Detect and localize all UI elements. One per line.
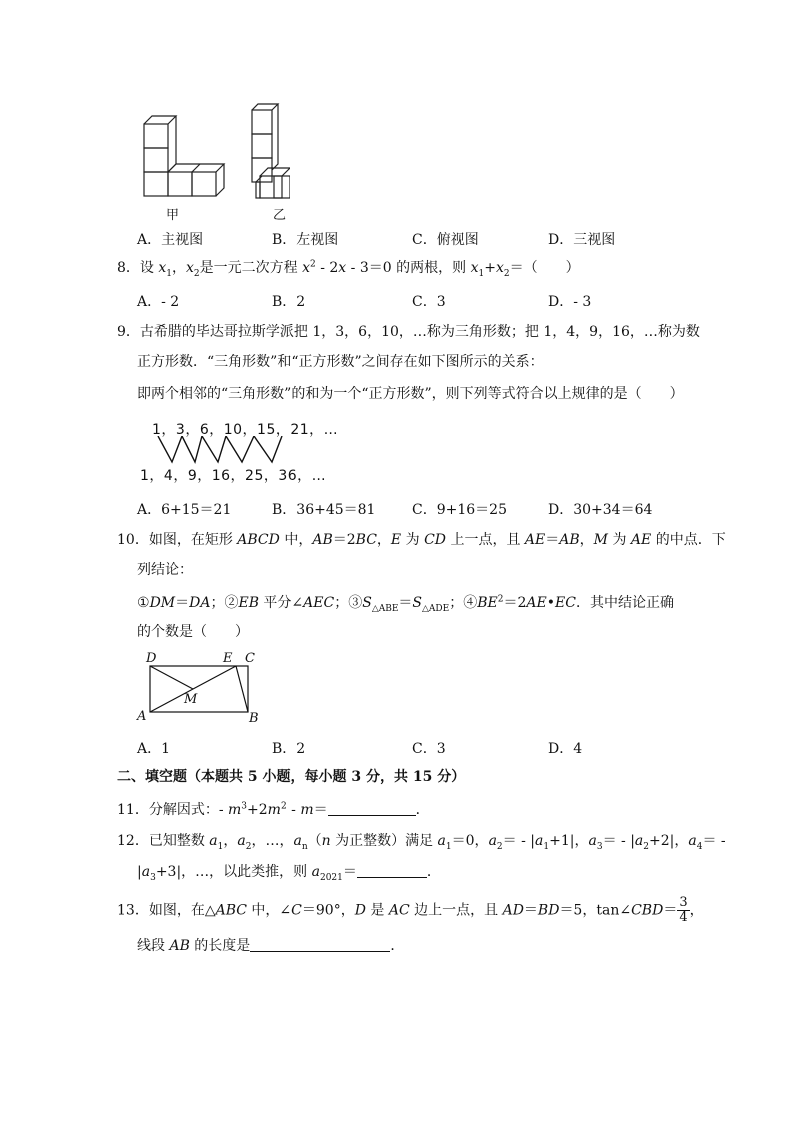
q7-option-d[interactable]: D．三视图 (548, 232, 616, 248)
q7-option-c[interactable]: C．俯视图 (412, 232, 479, 248)
q8-option-d[interactable]: D．- 3 (548, 294, 592, 310)
q10-stem-line1: 10．如图，在矩形 ABCD 中，AB＝2BC，E 为 CD 上一点，且 AE＝AB，M 为 AE 的中点．下 (117, 532, 726, 548)
q9-stem-line3: 即两个相邻的“三角形数”的和为一个“正方形数”，则下列等式符合以上规律的是（ ） (137, 386, 684, 402)
q11-stem: 11．分解因式：- $m^3+2m^2 - m=$ ． (117, 801, 430, 818)
q8-stem: 8．设 $x_1$，$x_2$是一元二次方程 $x^2 - 2x - 3=0$ 的两根，则 $x_1+x_2=$（ ） (117, 259, 580, 279)
q9-triangular-row: 1，3，6，10，15，21，… (152, 422, 339, 438)
q8-option-a[interactable]: A．- 2 (137, 294, 180, 310)
q8-option-c[interactable]: C．3 (412, 294, 446, 310)
q13-fraction: $\frac{3}{4}$ (679, 895, 688, 925)
q10-option-b[interactable]: B．2 (272, 741, 306, 757)
q10-fig-label-m: M (184, 692, 198, 707)
q10-fig-label-b: B (249, 711, 259, 726)
q10-fig-label-d: D (146, 651, 157, 666)
q10-stem-line2: 列结论： (137, 562, 193, 578)
q7-label-yi: 乙 (273, 208, 287, 223)
q13-answer-blank[interactable] (250, 937, 390, 952)
q10-stem-line3: ①DM＝DA；②EB 平分∠AEC；$③S_{\triangle ABE}=S_{\triangle ADE}$；$④BE^2=2AE•EC$．其中结论正确 (137, 594, 674, 614)
q9-option-b[interactable]: B．36+45＝81 (272, 502, 376, 518)
q7-label-jia: 甲 (166, 208, 180, 223)
q7-option-a[interactable]: A．主视图 (137, 232, 204, 248)
q10-stem-line4: 的个数是（ ） (137, 624, 249, 640)
q10-fig-label-c: C (245, 651, 255, 666)
q11-answer-blank[interactable] (328, 801, 416, 816)
q13-stem-line2: 线段 AB 的长度是 ． (137, 938, 405, 954)
q8-option-b[interactable]: B．2 (272, 294, 306, 310)
q12-stem-line2: $|a_3+3|$，…，以此类推，则 $a_{2021}=$ ． (137, 864, 441, 883)
q10-option-d[interactable]: D．4 (548, 741, 583, 757)
q9-stem-line1: 9．古希腊的毕达哥拉斯学派把 1，3，6，10，…称为三角形数；把 1，4，9，16，…称为数 (117, 324, 700, 340)
q10-option-c[interactable]: C．3 (412, 741, 446, 757)
q9-option-d[interactable]: D．30+34＝64 (548, 502, 653, 518)
q7-cube-figures (140, 100, 290, 200)
q9-square-row: 1，4，9，16，25，36，… (140, 468, 327, 484)
q7-option-b[interactable]: B．左视图 (272, 232, 339, 248)
q13-stem-line1: 13．如图，在△ABC 中，∠C＝90°，D 是 AC 边上一点，且 AD＝BD＝5，tan∠CBD＝ $\frac{3}{4}$ ， (117, 895, 704, 925)
section-heading-fill-in: 二、填空题（本题共 5 小题，每小题 3 分，共 15 分） (117, 769, 466, 785)
q12-answer-blank[interactable] (357, 863, 427, 878)
q10-option-a[interactable]: A．1 (137, 741, 171, 757)
q9-option-c[interactable]: C．9+16＝25 (412, 502, 507, 518)
q9-option-a[interactable]: A．6+15＝21 (137, 502, 232, 518)
q10-fig-label-a: A (137, 709, 147, 724)
q12-stem-line1: 12．已知整数 $a_1$，$a_2$，…，$a_n(n$ 为正整数）满足 $a_1=0$，$a_2= - |a_1+1|$，$a_3= - |a_2+2|$，$a_4=$ - (117, 833, 726, 852)
q9-zigzag-diagram (150, 436, 300, 464)
q10-fig-label-e: E (223, 651, 233, 666)
q9-stem-line2: 正方形数．“三角形数”和“正方形数”之间存在如下图所示的关系： (137, 354, 544, 370)
